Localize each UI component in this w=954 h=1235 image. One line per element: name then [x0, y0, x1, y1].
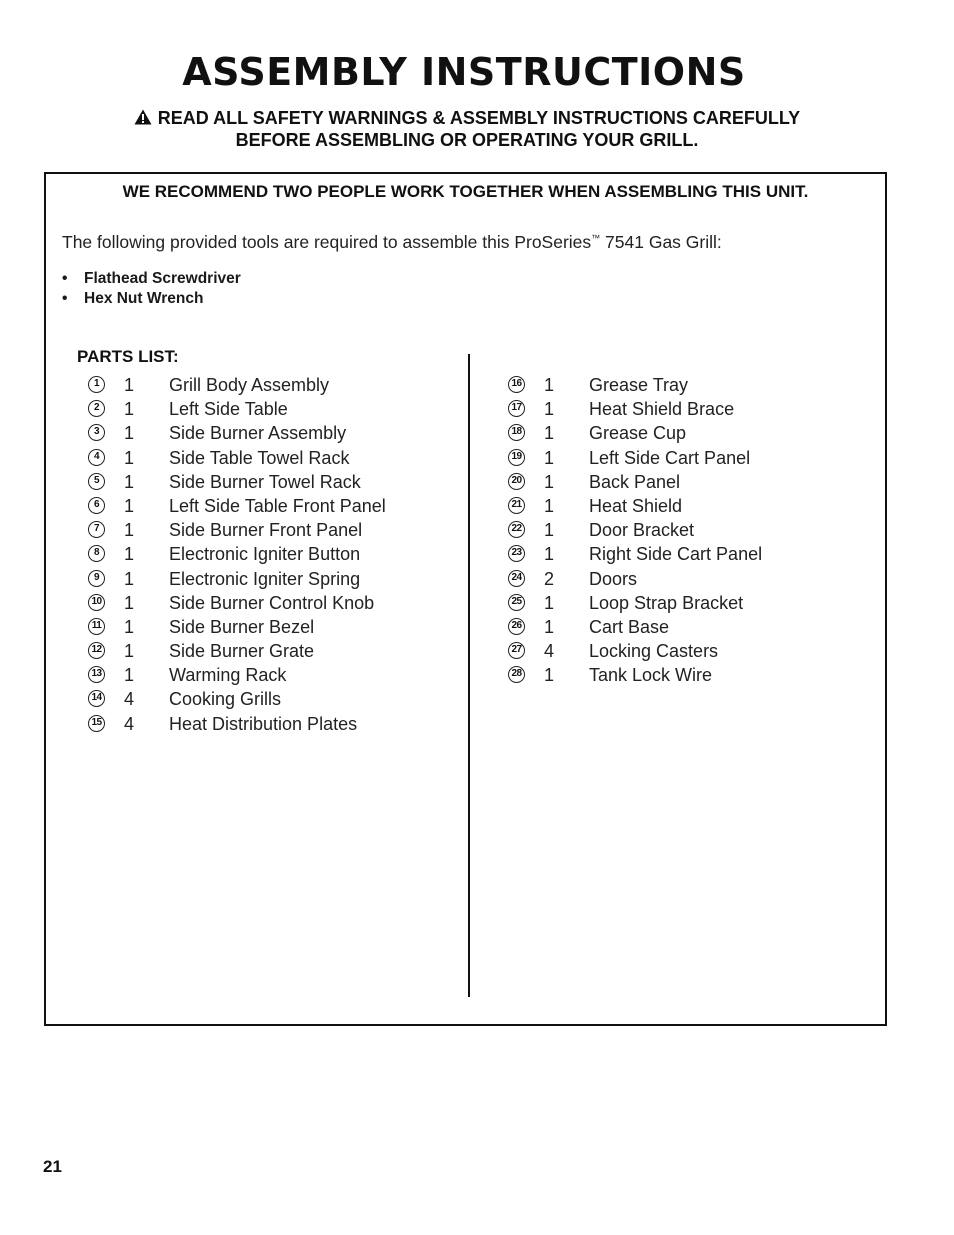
- part-number-badge: 13: [88, 666, 105, 683]
- part-number-badge: 6: [88, 497, 105, 514]
- part-name: Electronic Igniter Spring: [169, 568, 361, 589]
- part-quantity: 1: [544, 375, 555, 395]
- part-name: Left Side Cart Panel: [589, 447, 751, 468]
- part-number-badge: 20: [508, 473, 525, 490]
- part-number-badge: 19: [508, 449, 525, 466]
- part-name: Left Side Table Front Panel: [169, 495, 386, 516]
- recommendation-note: WE RECOMMEND TWO PEOPLE WORK TOGETHER WHEN ASSEMBLING THIS UNIT.: [122, 182, 809, 201]
- part-name: Back Panel: [589, 471, 681, 492]
- safety-warning: [0, 107, 934, 151]
- part-name: Door Bracket: [589, 520, 695, 541]
- list-item: [62, 269, 241, 289]
- part-name: Grease Tray: [589, 375, 689, 395]
- part-quantity: 1: [124, 495, 135, 516]
- part-quantity: 1: [544, 447, 555, 468]
- part-name: Side Table Towel Rack: [169, 447, 350, 468]
- part-number-badge: 14: [88, 690, 105, 707]
- parts-list-heading: PARTS LIST:: [77, 347, 179, 366]
- part-name: Doors: [589, 568, 638, 589]
- part-name: Tank Lock Wire: [589, 665, 713, 686]
- part-quantity: 1: [544, 471, 555, 492]
- part-quantity: 1: [124, 641, 135, 662]
- part-name: Side Burner Assembly: [169, 423, 347, 444]
- part-name: Side Burner Control Knob: [169, 592, 375, 613]
- part-name: Side Burner Bezel: [169, 616, 315, 637]
- part-name: Electronic Igniter Button: [169, 544, 361, 565]
- part-number-badge: 2: [88, 400, 105, 417]
- tools-list: [62, 269, 241, 309]
- trademark-symbol: ™: [591, 233, 601, 243]
- part-quantity: 1: [544, 544, 555, 565]
- part-number-badge: 1: [88, 376, 105, 393]
- part-quantity: 1: [124, 544, 135, 565]
- part-number-badge: 24: [508, 570, 525, 587]
- tool-name: Flathead Screwdriver: [84, 270, 241, 287]
- part-number-badge: 8: [88, 545, 105, 562]
- part-name: Warming Rack: [169, 665, 287, 686]
- tools-intro-model: 7541 Gas Grill:: [600, 232, 722, 252]
- part-quantity: 1: [124, 447, 135, 468]
- part-quantity: 1: [124, 375, 135, 395]
- part-number-badge: 22: [508, 521, 525, 538]
- bullet-icon: •: [62, 290, 68, 307]
- part-number-badge: 21: [508, 497, 525, 514]
- part-quantity: 1: [124, 616, 135, 637]
- part-quantity: 1: [544, 616, 555, 637]
- part-name: Locking Casters: [589, 641, 719, 662]
- part-number-badge: 3: [88, 424, 105, 441]
- part-quantity: 1: [544, 592, 555, 613]
- part-name: Right Side Cart Panel: [589, 544, 763, 565]
- instructions-box: [44, 172, 887, 1026]
- part-quantity: 1: [124, 665, 135, 686]
- part-number-badge: 23: [508, 545, 525, 562]
- tools-intro: [62, 232, 722, 253]
- part-name: Side Burner Front Panel: [169, 520, 363, 541]
- part-number-badge: 11: [88, 618, 105, 635]
- part-quantity: 1: [124, 520, 135, 541]
- part-name: Cart Base: [589, 616, 670, 637]
- part-quantity: 1: [544, 665, 555, 686]
- part-quantity: 1: [544, 399, 555, 420]
- part-number-badge: 25: [508, 594, 525, 611]
- part-number-badge: 5: [88, 473, 105, 490]
- part-number-badge: 28: [508, 666, 525, 683]
- tool-name: Hex Nut Wrench: [84, 290, 204, 307]
- part-number-badge: 17: [508, 400, 525, 417]
- part-number-badge: 4: [88, 449, 105, 466]
- part-name: Heat Distribution Plates: [169, 713, 358, 734]
- warning-line-1: [0, 107, 934, 129]
- part-quantity: 1: [544, 423, 555, 444]
- part-number-badge: 27: [508, 642, 525, 659]
- part-number-badge: 26: [508, 618, 525, 635]
- part-name: Grill Body Assembly: [169, 375, 330, 395]
- warning-text-1: READ ALL SAFETY WARNINGS & ASSEMBLY INSTRUCTIONS CAREFULLY: [157, 108, 801, 128]
- page-number: 21: [43, 1157, 62, 1176]
- part-name: Heat Shield: [589, 495, 683, 516]
- part-quantity: 1: [124, 592, 135, 613]
- warning-line-2: BEFORE ASSEMBLING OR OPERATING YOUR GRILL.: [235, 130, 699, 150]
- warning-triangle-icon: [134, 109, 152, 125]
- part-quantity: 1: [124, 423, 135, 444]
- bullet-icon: •: [62, 270, 68, 287]
- part-quantity: 4: [124, 713, 135, 734]
- part-number-badge: 12: [88, 642, 105, 659]
- part-name: Heat Shield Brace: [589, 399, 735, 420]
- part-quantity: 1: [124, 471, 135, 492]
- part-name: Loop Strap Bracket: [589, 592, 744, 613]
- part-number-badge: 9: [88, 570, 105, 587]
- column-divider: [468, 354, 470, 997]
- part-number-badge: 7: [88, 521, 105, 538]
- part-name: Side Burner Grate: [169, 641, 315, 662]
- part-quantity: 4: [544, 641, 555, 662]
- part-number-badge: 18: [508, 424, 525, 441]
- part-number-badge: 16: [508, 376, 525, 393]
- part-quantity: 1: [124, 399, 135, 420]
- part-quantity: 1: [544, 495, 555, 516]
- part-quantity: 4: [124, 689, 135, 710]
- part-quantity: 2: [544, 568, 555, 589]
- list-item: [62, 289, 241, 309]
- part-name: Left Side Table: [169, 399, 288, 420]
- part-name: Side Burner Towel Rack: [169, 471, 361, 492]
- page-title: ASSEMBLY INSTRUCTIONS: [182, 50, 746, 94]
- part-number-badge: 10: [88, 594, 105, 611]
- part-name: Grease Cup: [589, 423, 687, 444]
- tools-intro-text: The following provided tools are required to assemble this ProSeries: [62, 232, 592, 252]
- part-number-badge: 15: [88, 715, 105, 732]
- part-name: Cooking Grills: [169, 689, 282, 710]
- part-quantity: 1: [544, 520, 555, 541]
- part-quantity: 1: [124, 568, 135, 589]
